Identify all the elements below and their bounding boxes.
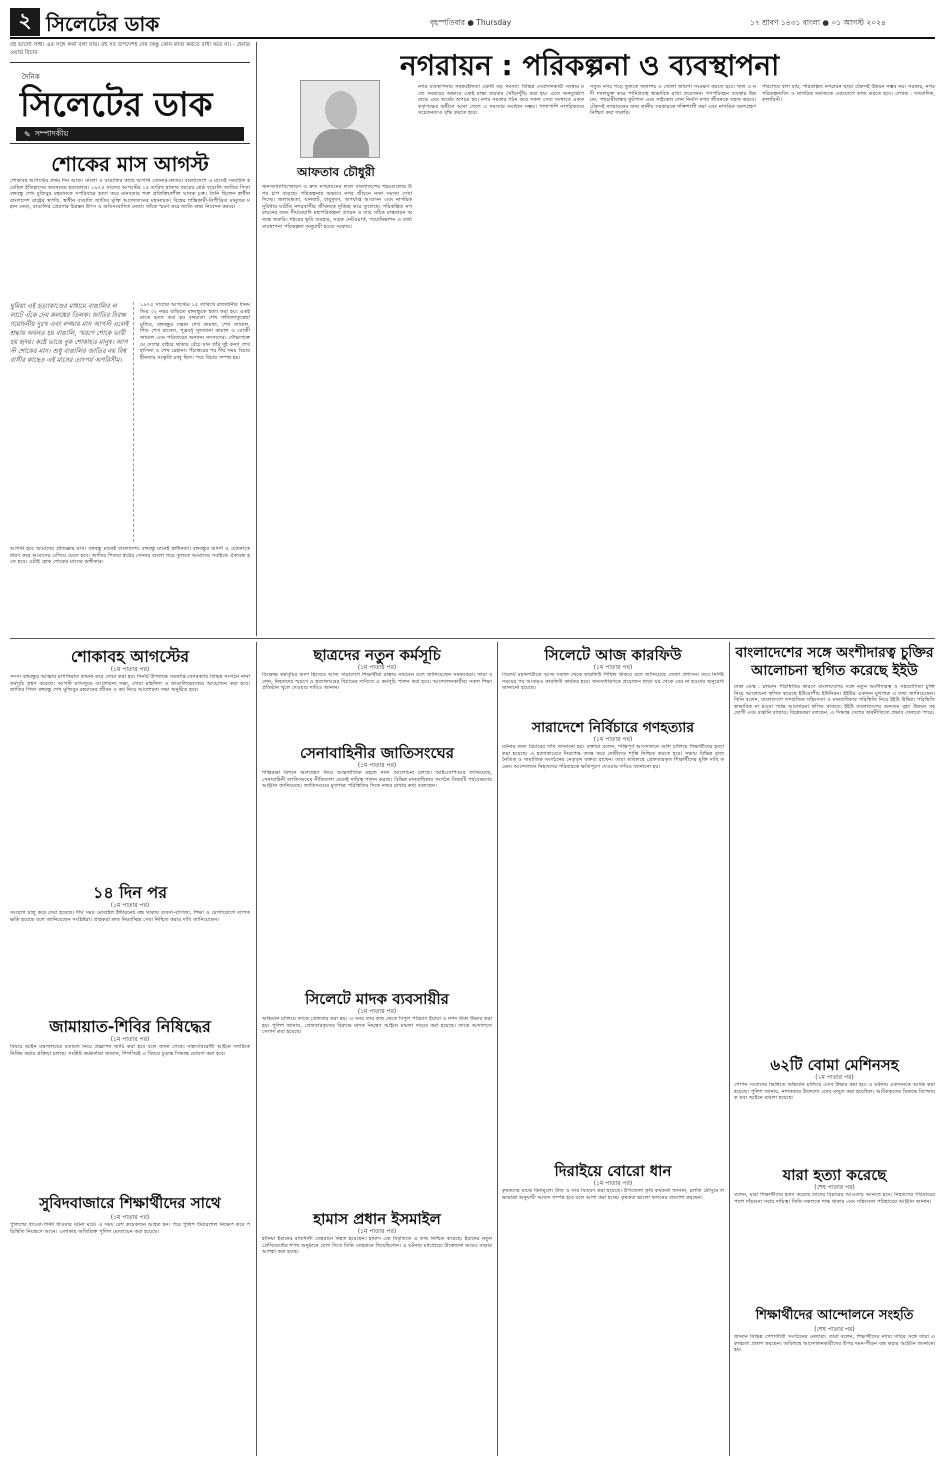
news-madok-title: সিলেটে মাদক ব্যবসায়ীর [305, 990, 449, 1008]
column-divider-1 [256, 42, 257, 636]
news-shokabaho-title: শোকাবহ আগস্টের [70, 647, 190, 666]
author-photo [300, 80, 380, 158]
column-author: আফতাব চৌধুরী [297, 165, 375, 179]
editorial-pullquote [10, 302, 134, 542]
news-army-body: শান্তিরক্ষা মিশনে অংশগ্রহণ নিয়ে আন্তর্জাতিক মহলে নানা আলোচনা চলছে। আইএসপিআর জানিয়েছে, সেনাবাহিনী জাতিসংঘের নীতিমালা মেনেই দায়িত্ব পালন করছে। বিভিন্ন মানবাধিকার সংগঠন বিষয়টি পর্যবেক্ষণের আহ্বান জানিয়েছে। জাতিসংঘের মুখপাত্র পরিস্থিতির দিকে নজর রাখার কথা বলেছেন। [262, 770, 492, 790]
column-divider-4 [729, 642, 730, 1456]
news-eu-title: বাংলাদেশের সঙ্গে অংশীদারত্ব চুক্তির আলোচনা স্থগিত করেছে ইইউ [735, 645, 934, 679]
news-hamas-sub: (১ম পাতার পর) [357, 1228, 397, 1235]
editorial-pullquote-text: ঘুমিয়া এই হত্যাকাণ্ডের মাধ্যমে বাঙালির ললাটে এঁকে দেয় কলঙ্কের তিলক। জাতির চিরঋণমোচনীয় দুঃখ এবং লজ্জার মাস আগস্ট এলেই শ্রদ্ধায় অবনত হয় বাঙালি, স্মরণে শোকে ভারী হয় হৃদয়। কষ্টে ভাঙে বুক শোকাহত মানুষ। আগস্ট শোকের মাস। শুধু বাঙালির জাতির নয় বিশ্ববাসীর কাছেও এই মাসের তাৎপর্য অপরিসীম। [10, 302, 129, 364]
news-hotta-body: বলেন, যারা শিক্ষার্থীদের হত্যা করেছে তাদের বিচারের আওতায় আনতে হবে। নিহতদের পরিবারের পাশে দাঁড়ানো সবার দায়িত্ব। তিনি সকলকে শান্ত থাকার এবং সহিংসতা পরিহারের আহ্বান জানান। [734, 1192, 935, 1205]
news-shokabaho-body: সদস্য বঙ্গবন্ধুর আত্মার মাগফিরাত কামনা করে দোয়া করা হয়। দিনটি উপলক্ষে সরকারি-বেসরকারি বিভিন্ন সংগঠন নানা কর্মসূচি গ্রহণ করেছে। আগস্ট মাসজুড়ে আলোচনা সভা, দোয়া মাহফিল ও কাঙালিভোজের আয়োজন করা হবে। জাতির পিতা বঙ্গবন্ধু শেখ মুজিবুর রহমানের জীবন ও কর্ম নিয়ে আলোচনা সভা অনুষ্ঠিত হবে। [10, 674, 250, 694]
editorial-section-label: সম্পাদকীয় [34, 128, 69, 138]
masthead-name: সিলেটের ডাক [20, 85, 213, 125]
editorial-body-2: ১৯৭৫ সালের আগস্টের ১৫ তারিখে রাজধানীর ধানমন্ডির ৩২ নম্বর বাড়িতে বঙ্গবন্ধুকে হত্যা করা হয়। একই রাতে হত্যা করা হয় বঙ্গমাতা শেখ ফজিলাতুন্নেছা মুজিব, বঙ্গবন্ধুর সন্তান শেখ কামাল, শেখ জামাল, শিশু শেখ রাসেল, পুত্রবধূ সুলতানা কামাল ও রোজী জামাল এবং পরিবারের অন্যান্য সদস্যদের। সৌভাগ্যক্রমে দেশের বাইরে থাকায় বেঁচে যান তাঁর দুই কন্যা শেখ হাসিনা ও শেখ রেহানা। পঁচাত্তরের পর দীর্ঘ সময় বিচারহীনতার সংস্কৃতি চালু ছিল। পরে বিচার সম্পন্ন হয়। [140, 302, 250, 361]
news-army-title: সেনাবাহিনীর জাতিসংঘের [299, 744, 455, 762]
column-body-2: নগর ব্যবস্থাপনায় সমন্বয়হীনতা একটি বড় সমস্যা। বিভিন্ন সেবাদানকারী সংস্থার মধ্যে সমন্বয়ের অভাবে একই রাস্তা বারবার খোঁড়াখুঁড়ি করা হয়। এতে জনদুর্ভোগ বাড়ে এবং অর্থের অপচয় হয়। নগর সরকার গঠন করে সকল সেবা সংস্থাকে একক কর্তৃপক্ষের অধীনে আনা গেলে এ সমস্যার সমাধান সম্ভব। পাশাপাশি নাগরিকদের সচেতনতাও বৃদ্ধি করতে হবে। [418, 84, 584, 117]
news-jamat-sub: (১ম পাতার পর) [110, 1036, 150, 1043]
news-dhan-body: কৃষকদের মাঝে বিনামূল্যে বীজ ও সার বিতরণ করা হয়েছে। উপজেলা কৃষি কর্মকর্তা জানান, চলতি মৌসুমে লক্ষ্যমাত্রা অনুযায়ী আবাদ সম্পন্ন হবে বলে আশা করা হচ্ছে। কৃষকরা ভালো ফলনের প্রত্যাশা করছেন। [502, 1188, 724, 1201]
header-rule [10, 37, 935, 39]
news-curfew-sub: (১ম পাতার পর) [593, 664, 633, 671]
news-jamat-title: জামায়াত-শিবির নিষিদ্ধের [49, 1017, 211, 1036]
news-gonohotta-title: সারাদেশে নির্বিচারে গণহত্যার [531, 720, 695, 736]
news-subid-sub: (১ম পাতার পর) [110, 1214, 150, 1221]
news-chatro-body: বিক্ষোভ কর্মসূচির অংশ হিসেবে আজ সারাদেশে শিক্ষার্থীরা রাস্তায় নামবেন বলে জানিয়েছেন সমন্বয়করা। তারা বলেন, নিহতদের স্মরণে ও হত্যাকাণ্ডের বিচারের দাবিতে এ কর্মসূচি পালন করা হবে। আন্দোলনকারীরা সকল শিক্ষা প্রতিষ্ঠান খুলে দেওয়ার দাবিও জানান। [262, 672, 492, 692]
news-boma-sub: (১ম পাতার পর) [815, 1074, 854, 1081]
news-14din-title: ১৪ দিন পর [92, 883, 168, 902]
news-eu-body: ঢাকা ডেস্ক : চলমান পরিস্থিতির কারণে বাংলাদেশের সঙ্গে নতুন অংশীদারত্ব ও সহযোগিতা চুক্তি নিয়ে আলোচনা স্থগিত করেছে ইউরোপীয় ইউনিয়ন। ইইউর একজন মুখপাত্র এ তথ্য জানিয়েছেন। তিনি বলেন, বাংলাদেশে সাম্প্রতিক সহিংসতা ও মানবাধিকার পরিস্থিতি নিয়ে ইইউ উদ্বিগ্ন। পরিস্থিতি স্বাভাবিক না হওয়া পর্যন্ত আলোচনা স্থগিত থাকবে। ইইউ বাংলাদেশের অন্যতম বৃহৎ উন্নয়ন সহযোগী এবং রপ্তানি বাজার। বিশ্লেষকরা বলছেন, এ সিদ্ধান্ত দেশের অর্থনীতিতে প্রভাব ফেলতে পারে। [734, 684, 935, 717]
masthead [10, 62, 250, 144]
author-photo-head [325, 91, 357, 129]
page-number: ২ [18, 7, 32, 32]
news-songhoti-title: শিক্ষার্থীদের আন্দোলনে সংহতি [755, 1308, 914, 1323]
page-header [10, 8, 935, 38]
column-body-4: পরিশেষে বলা যায়, পরিকল্পিত নগরায়ন ছাড়া টেকসই উন্নয়ন সম্ভব নয়। সরকার, নগর পরিকল্পনাবিদ ও নাগরিক সমাজকে একযোগে কাজ করতে হবে। লেখক : সাংবাদিক, কলামিস্ট। [762, 84, 935, 104]
news-curfew-body: সিলেট মহানগরীতে আজ সকাল থেকে কারফিউ শিথিল থাকবে বলে জানিয়েছে জেলা প্রশাসন। তবে নির্দিষ্ট সময়ের পর আবারও কারফিউ কার্যকর হবে। জনসাধারণকে প্রয়োজন ছাড়া ঘর থেকে বের না হওয়ার অনুরোধ জানানো হয়েছে। [502, 672, 724, 692]
news-madok-body: অভিযান চালিয়ে তাকে গ্রেফতার করা হয়। এ সময় তার কাছ থেকে বিপুল পরিমাণ ইয়াবা ও নগদ টাকা উদ্ধার করা হয়। পুলিশ জানায়, গ্রেফতারকৃতের বিরুদ্ধে মাদক নিয়ন্ত্রণ আইনে মামলা দায়ের করা হয়েছে। তাকে আদালতে সোপর্দ করা হয়েছে। [262, 1016, 492, 1036]
news-gonohotta-body: ঘটনার জন্য বিচারের দাবি জানানো হয়। বক্তারা বলেন, শান্তিপূর্ণ আন্দোলনে গুলি চালিয়ে শিক্ষার্থীদের হত্যা করা হয়েছে। এ হত্যাকাণ্ডের নিরপেক্ষ তদন্ত করে দোষীদের শাস্তি নিশ্চিত করতে হবে। সভায় বিভিন্ন রাজনৈতিক ও সামাজিক সংগঠনের নেতৃবৃন্দ বক্তব্য রাখেন। তারা অবিলম্বে গ্রেফতারকৃত শিক্ষার্থীদের মুক্তি দাবি করেন। আন্দোলনে নিহতদের পরিবারকে ক্ষতিপূরণ দেওয়ার দাবিও জানানো হয়। [502, 744, 724, 770]
news-hotta-sub: (শেষ পাতার পর) [814, 1184, 855, 1191]
news-curfew-title: সিলেটে আজ কারফিউ [544, 646, 682, 664]
news-14din-sub: (১ম পাতার পর) [110, 902, 150, 909]
news-dhan-sub: (১ম পাতার পর) [593, 1180, 633, 1187]
news-songhoti-body: জানান বিভিন্ন পেশাজীবী সংগঠনের নেতারা। তারা বলেন, শিক্ষার্থীদের ন্যায্য দাবির সঙ্গে তারা একাত্মতা প্রকাশ করছেন। অবিলম্বে আন্দোলনকারীদের উপর দমন-পীড়ন বন্ধ করার আহ্বান জানানো হয়। [734, 1334, 935, 1354]
news-subid-title: সুবিদবাজারে শিক্ষার্থীদের সাথে [39, 1194, 221, 1212]
news-hamas-title: হামাস প্রধান ইসমাইল [313, 1210, 441, 1228]
column-divider-3 [497, 642, 498, 1456]
column-divider-2 [256, 642, 257, 1456]
news-14din-body: সংযোগ চালু করে দেয়া হয়েছে। দীর্ঘ সময় মোবাইল ইন্টারনেট বন্ধ থাকায় ব্যবসা-বাণিজ্য, শিক্ষা ও যোগাযোগে ব্যাপক ক্ষতি হয়েছে বলে জানিয়েছেন সংশ্লিষ্টরা। গ্রাহকরা দ্রুত নিরবচ্ছিন্ন সেবা নিশ্চিত করার দাবি জানিয়েছেন। [10, 910, 250, 923]
header-date: ১৭ শ্রাবণ ১৪৩১ বাংলা ● ০১ আগস্ট ২০২৪ [750, 18, 886, 27]
news-army-sub: (১ম পাতার পর) [357, 762, 397, 769]
pen-icon: ✎ [24, 129, 31, 139]
column-body-1: জনসংখ্যাবিস্ফোরণ ও দ্রুত নগরায়নের ফলে বাংলাদেশের শহরগুলোর উপর চাপ বাড়ছে। পরিকল্পনার অভাবে নগর জীবনে নানা সমস্যা দেখা দিচ্ছে। জলাবদ্ধতা, যানজট, বায়ুদূষণ, অপর্যাপ্ত আবাসন এবং নাগরিক সুবিধার ঘাটতি নগরবাসীর জীবনকে দুর্বিষহ করে তুলেছে। পরিকল্পিত নগরায়নের জন্য দীর্ঘমেয়াদি মহাপরিকল্পনা প্রণয়ন ও তার সঠিক বাস্তবায়ন অত্যন্ত জরুরি। শহরের ভূমি ব্যবহার, সড়ক নেটওয়ার্ক, পয়োনিষ্কাশন ও বর্জ্য ব্যবস্থাপনা পরিকল্পনা অনুযায়ী হওয়া দরকার। [262, 184, 412, 230]
masthead-small: দৈনিক [22, 73, 40, 81]
news-chatro-title: ছাত্রদের নতুন কর্মসূচি [313, 646, 441, 664]
news-boma-body: গোপন সংবাদের ভিত্তিতে অভিযান চালিয়ে এসব উদ্ধার করা হয়। এ ঘটনায় একজনকে আটক করা হয়েছে। পুলিশ জানায়, নাশকতার উদ্দেশ্যে এসব মজুত করা হয়েছিল। আটককৃতের বিরুদ্ধে বিস্ফোরক দ্রব্য আইনে মামলা হয়েছে। [734, 1082, 935, 1102]
section-rule-1 [10, 638, 935, 639]
header-day: বৃহস্পতিবার ● Thursday [430, 18, 512, 27]
news-songhoti-sub: (শেষ পাতার পর) [814, 1326, 855, 1333]
news-shokabaho-sub: (১ম পাতার পর) [110, 666, 150, 673]
news-gonohotta-sub: (১ম পাতার পর) [593, 736, 633, 743]
news-hotta-title: যারা হত্যা করেছে [782, 1166, 887, 1184]
page-number-badge [10, 8, 40, 36]
column-body-3: সবুজ নগর গড়ে তুলতে জলাশয় ও খোলা জায়গা সংরক্ষণ করতে হবে। খাল ও নদী দখলমুক্ত করে পানিপ্রবাহ স্বাভাবিক রাখা প্রয়োজন। গণপরিবহন ব্যবস্থার উন্নয়ন, পথচারীবান্ধব ফুটপাত এবং সাইকেল লেন নির্মাণ নগর জীবনকে সহজ করবে। টেকসই নগরায়নের জন্য স্থানীয় সরকারকে শক্তিশালী করা এবং নাগরিক অংশগ্রহণ নিশ্চিত করা জরুরি। [590, 84, 756, 117]
news-boma-title: ৬২টি বোমা মেশিনসহ [770, 1056, 899, 1074]
column-title: নগরায়ন : পরিকল্পনা ও ব্যবস্থাপনা [400, 49, 780, 82]
editorial-body: শোকাবহ আগস্টের প্রথম দিন আজ। বাংলা ও বাঙালির কাছে আগস্ট বেদনার-কাতর। বাংলাদেশে এ মাসেই সংঘটিত হয়েছিল ইতিহাসের জঘন্যতম হত্যাকাণ্ড। ১৯৭৫ সালের আগস্টের ১৫ তারিখ হাজার বছরের শ্রেষ্ঠ বাঙালি জাতির পিতা বঙ্গবন্ধু শেখ মুজিবুর রহমানকে সপরিবারে হত্যা করে মানবতার শত্রু প্রতিক্রিয়াশীল ঘাতক চক্র। তিনি ছিলেন স্বাধীন বাংলাদেশ রাষ্ট্রের স্থপতি, স্বাধীন বাঙালি জাতির মুক্তি আন্দোলনের মহানায়ক। বিশ্বের শান্তিকামী-নিপীড়িত মানুষের মহান নেতা, বাঙালির প্রেরণার চিরন্তন উৎস ও অবিসংবাদিত নেতা। তাঁকে স্মরণ করে জাতি শ্রদ্ধা নিবেদন করবে। [10, 178, 250, 211]
news-hamas-body: হানিয়া ইরানের রাজধানী তেহরানে নিহত হয়েছেন। হামাস এক বিবৃতিতে এ তথ্য নিশ্চিত করেছে। ইরানের নতুন প্রেসিডেন্টের শপথ অনুষ্ঠানে যোগ দিতে তিনি তেহরানে গিয়েছিলেন। এ ঘটনায় মধ্যপ্রাচ্যে উত্তেজনা আরও বাড়ার আশঙ্কা করা হচ্ছে। [262, 1236, 492, 1256]
editorial-title: শোকের মাস আগস্ট [51, 152, 209, 176]
news-chatro-sub: (১ম পাতার পর) [357, 664, 397, 671]
header-paper-name: সিলেটের ডাক [46, 12, 160, 36]
news-madok-sub: (১ম পাতার পর) [357, 1008, 397, 1015]
editorial-section-bar [16, 127, 244, 141]
quote-strip: বই ভালো সঙ্গী। এর সঙ্গে কথা বলা যায়। বই সব উপদেশই দেয় কিন্তু কোন কাজ করতে বাধ্য করে না। - হেনরি ওয়ার্ড বিচার [10, 42, 250, 56]
news-subid-body: পুলিশের ধাওয়া-পাল্টা ধাওয়ার ঘটনা ঘটে। এ সময় বেশ কয়েকজন আহত হন। পরে পুলিশ টিয়ারশেল নিক্ষেপ করে পরিস্থিতি নিয়ন্ত্রণে আনে। এলাকায় অতিরিক্ত পুলিশ মোতায়েন করা হয়েছে। [10, 1222, 250, 1235]
news-dhan-title: দিরাইয়ে বোরো ধান [554, 1162, 672, 1180]
news-jamat-body: বিষয়ে আইন মন্ত্রণালয়ের মতামত নিয়ে প্রজ্ঞাপন জারি করা হবে বলে জানা গেছে। সন্ত্রাসবিরোধী আইনে দলটিকে নিষিদ্ধ করার প্রক্রিয়া চলছে। সংশ্লিষ্ট কর্মকর্তারা জানান, শিগগিরই এ বিষয়ে চূড়ান্ত সিদ্ধান্ত ঘোষণা করা হবে। [10, 1044, 250, 1057]
editorial-body-3: আগস্ট হবে আমাদের প্রতিজ্ঞার মাস। বঙ্গবন্ধু মানেই বাংলাদেশ। বঙ্গবন্ধু মানেই স্বাধীনতা। বঙ্গবন্ধুর আদর্শ ও চেতনাকে ধারণ করে আমাদের এগিয়ে যেতে হবে। জাতির পিতার স্বপ্নের সোনার বাংলা গড়ে তুলতে আমাদের সবাইকে ঐক্যবদ্ধ হতে হবে। এটাই হোক শোকের মাসের অঙ্গীকার। [10, 546, 250, 566]
author-photo-body [313, 129, 369, 158]
